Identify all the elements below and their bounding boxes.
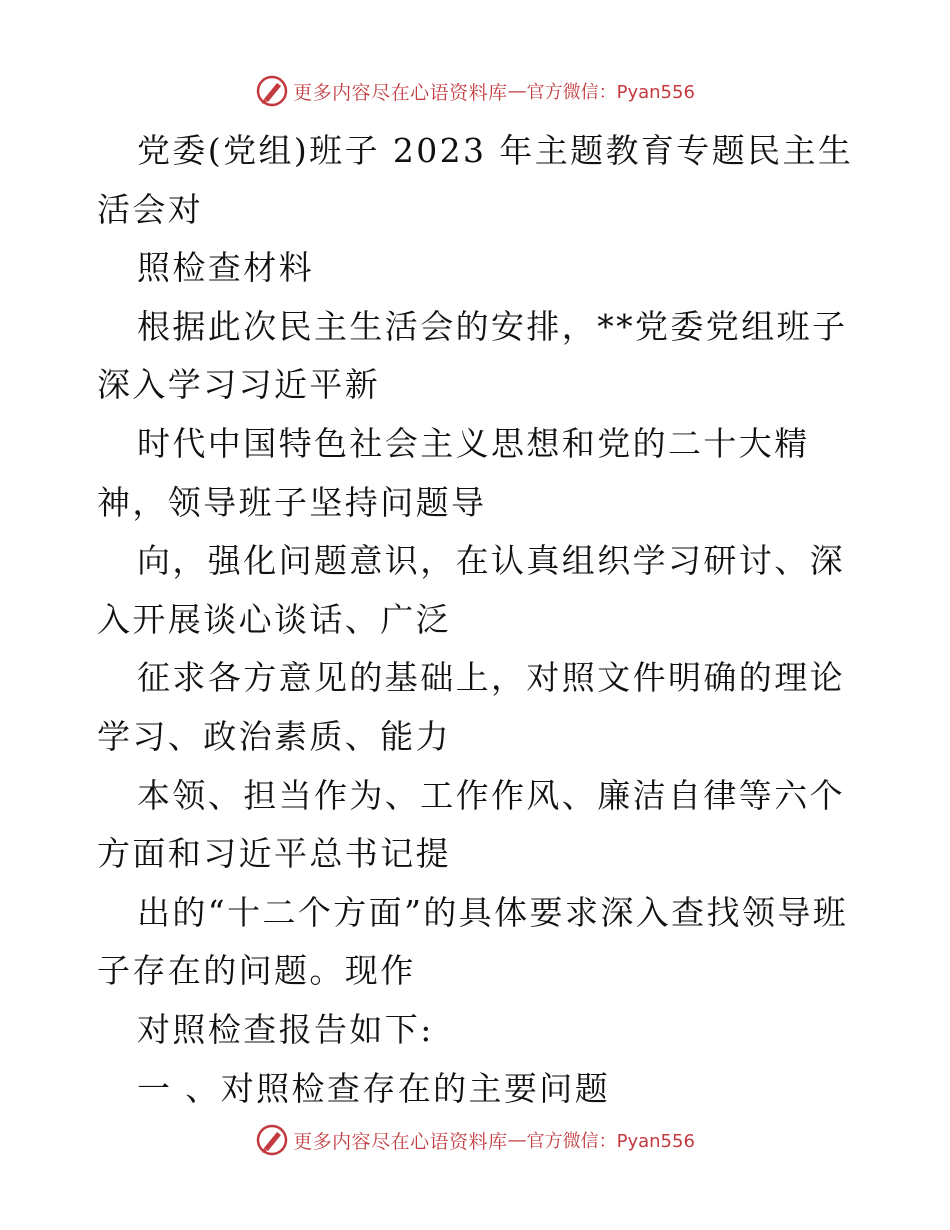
- paragraph: 出的“十二个方面”的具体要求深入查找领导班子存在的问题。现作: [97, 892, 849, 991]
- banner-wechat: 官方微信：Pyan556: [526, 82, 695, 103]
- title-line-2: 照检查材料: [137, 248, 314, 288]
- document-body: [97, 122, 857, 1118]
- pen-seal-logo-icon: [255, 1123, 289, 1157]
- paragraph: 征求各方意见的基础上，对照文件明确的理论学习、政治素质、能力: [97, 658, 845, 756]
- footer-banner: [0, 1120, 950, 1160]
- section-heading: 一 、对照检查存在的主要问题: [137, 1068, 611, 1108]
- banner-wechat: 官方微信：Pyan556: [526, 1131, 695, 1152]
- title-line-1: 党委(党组)班子 2023 年主题教育专题民主生活会对: [97, 131, 854, 229]
- paragraph: 对照检查报告如下:: [137, 1009, 434, 1049]
- banner-text: 更多内容尽在心语资料库: [293, 81, 508, 104]
- paragraph: 时代中国特色社会主义思想和党的二十大精神，领导班子坚持问题导: [97, 423, 810, 522]
- paragraph: 本领、担当作为、工作作风、廉洁自律等六个方面和习近平总书记提: [97, 775, 845, 874]
- paragraph: 根据此次民主生活会的安排，**党委党组班子深入学习习近平新: [97, 306, 848, 405]
- pen-seal-logo-icon: [255, 74, 289, 108]
- banner-separator: —: [507, 80, 527, 102]
- banner-separator: —: [507, 1129, 527, 1151]
- paragraph: 向，强化问题意识，在认真组织学习研讨、深入开展谈心谈话、广泛: [97, 541, 845, 639]
- header-banner: [0, 71, 950, 111]
- banner-text: 更多内容尽在心语资料库: [293, 1130, 508, 1153]
